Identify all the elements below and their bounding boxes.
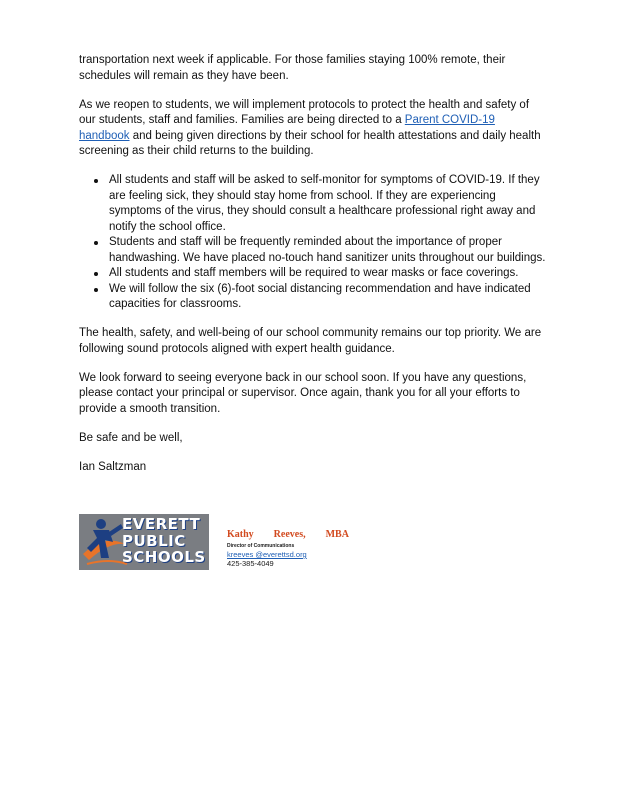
contact-card: [227, 529, 377, 568]
logo-word-schools: SCHOOLS: [122, 548, 206, 566]
letter-body: [79, 53, 547, 489]
paragraph-look-forward: We look forward to seeing everyone back in our school soon. If you have any questions, please contact your principal or supervisor. Once again, thank you for all your efforts to provide a smooth transition.: [79, 371, 527, 415]
contact-first-name: Kathy: [227, 529, 254, 540]
bullet-self-monitor: All students and staff will be asked to self-monitor for symptoms of COVID-19. If they are feeling sick, they should stay home from school. If they are experiencing symptoms of the virus, they should consult a healthcare professional right away and notify the school office.: [109, 173, 547, 235]
safety-bullet-list: [79, 173, 547, 313]
contact-phone: 425-385-4049: [227, 559, 274, 568]
bullet-distancing: We will follow the six (6)-foot social distancing recommendation and have indicated capacities for classrooms.: [109, 282, 547, 313]
paragraph-priority: The health, safety, and well-being of our school community remains our top priority. We are following sound protocols aligned with expert health guidance.: [79, 327, 542, 355]
protocols-text-before: As we reopen to students, we will implement protocols to protect the health and safety of our students, staff and families. Families are being directed to a: [79, 98, 530, 126]
contact-last-name: Reeves,: [273, 529, 306, 540]
contact-name: [227, 529, 377, 541]
contact-email-link[interactable]: kreeves @everettsd.org: [227, 550, 307, 559]
everett-public-schools-logo: [79, 514, 209, 570]
contact-title: Director of Communications: [227, 543, 295, 549]
bullet-masks: All students and staff members will be required to wear masks or face coverings.: [109, 266, 547, 282]
paragraph-protocols: [79, 98, 547, 160]
logo-word-everett: EVERETT: [122, 515, 201, 533]
parent-handbook-link[interactable]: Parent COVID-19 handbook: [79, 114, 495, 142]
paragraph-transportation: transportation next week if applicable. For those families staying 100% remote, their schedules will remain as they have been.: [79, 54, 506, 82]
signer-name: Ian Saltzman: [79, 460, 147, 473]
bullet-handwashing: Students and staff will be frequently reminded about the importance of proper handwashing. We have placed no-touch hand sanitizer units throughout our buildings.: [109, 235, 547, 266]
closing-line: Be safe and be well,: [79, 431, 183, 444]
contact-credential: MBA: [325, 529, 349, 540]
logo-word-public: PUBLIC: [122, 531, 186, 550]
signature-block: [79, 514, 379, 574]
protocols-text-after: and being given directions by their school for health attestations and daily health screening as their child returns to the building.: [79, 129, 541, 157]
